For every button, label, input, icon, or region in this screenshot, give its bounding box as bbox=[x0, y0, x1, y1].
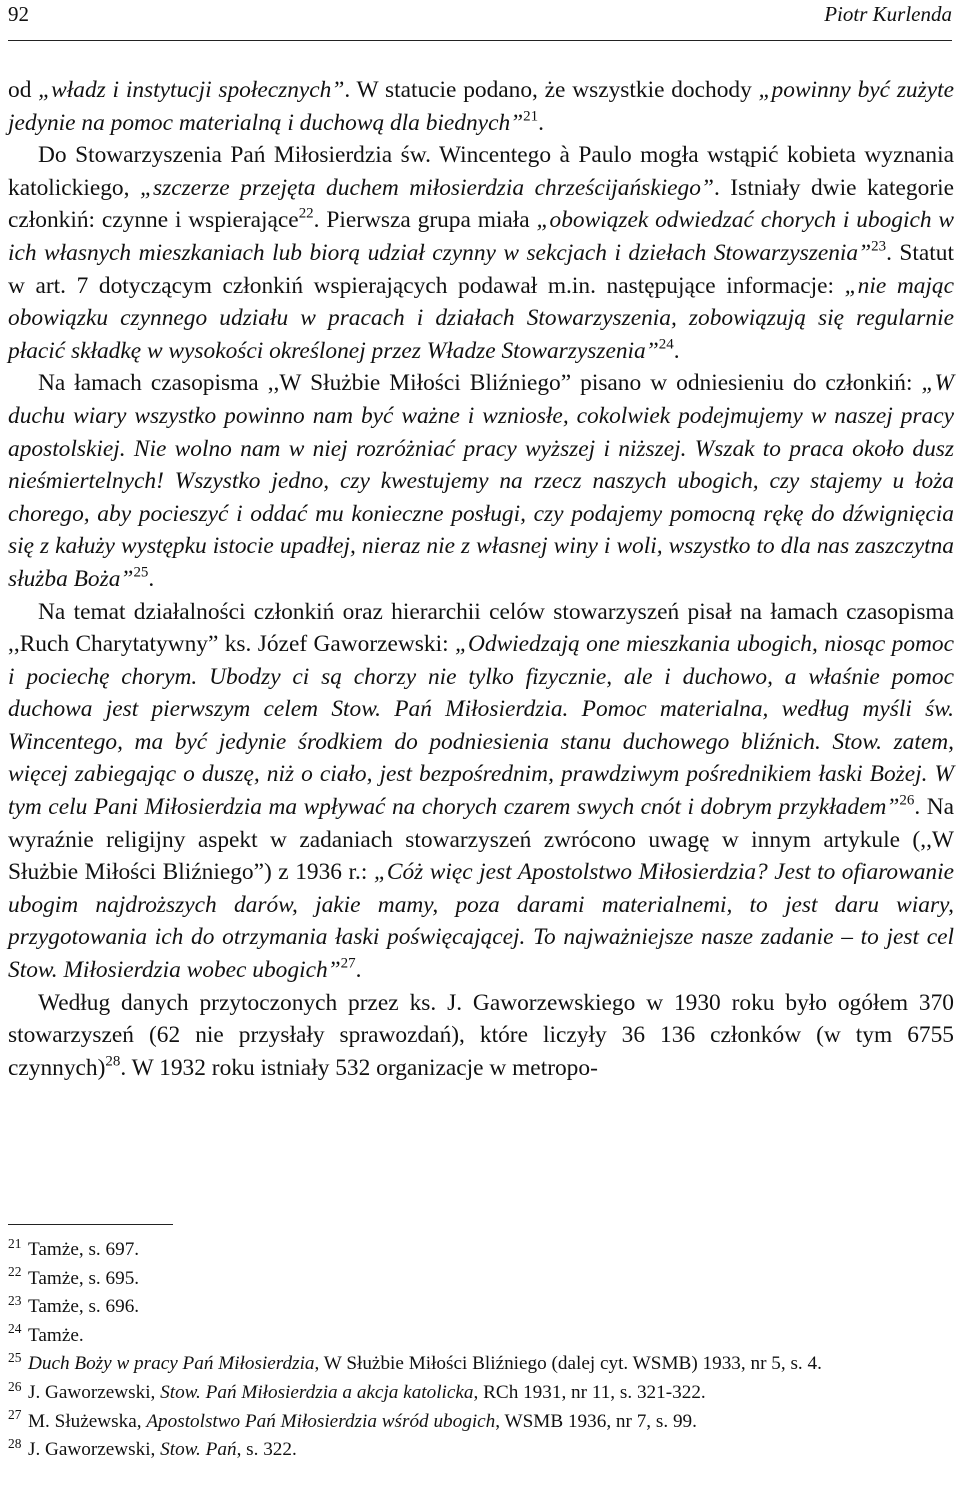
text-run: Tamże, s. 696. bbox=[28, 1296, 140, 1318]
quoted-text: „władz i instytucji społecznych” bbox=[38, 77, 345, 103]
quoted-text: „nie mając obowiązku czynnego udziału w pracach i działach Stowarzyszenia, zobowiązują się regularnie płacić składkę w wysokości określonej przez Władze Stowarzyszenia” bbox=[8, 272, 954, 364]
text-run: Do Stowarzyszenia Pań Miłosierdzia św. Wincentego à Paulo mogła wstąpić kobieta wyznania katolickiego, bbox=[8, 142, 954, 201]
quoted-text: Stow. Pań Miłosierdzia a akcja katolicka bbox=[160, 1381, 474, 1403]
footnote-ref: 25 bbox=[133, 564, 149, 581]
footnote-ref: 28 bbox=[105, 1053, 121, 1070]
footnote: $^{24}$ Tamże. bbox=[8, 1321, 84, 1346]
quoted-text: „szczerze przejęta duchem miłosierdzia chrześcijańskiego” bbox=[139, 174, 714, 201]
footnotes bbox=[8, 1236, 954, 1465]
text-run: . Pierwsza grupa miała bbox=[313, 207, 537, 234]
text-run: . W 1932 roku istniały 532 organizacje w metropo- bbox=[120, 1054, 598, 1081]
paragraph bbox=[8, 987, 954, 1085]
text-run: Tamże, s. 697. bbox=[28, 1239, 140, 1260]
footnote-separator bbox=[8, 1224, 173, 1225]
text-run: , WSMB 1936, nr 7, s. 99. bbox=[495, 1410, 697, 1432]
quoted-text: „obowiązek odwiedzać chorych i ubogich w ich własnych mieszkaniach lub biorą udział czynny w sekcjach i dziełach Stowarzyszenia” bbox=[8, 207, 955, 266]
footnote: $^{25}$ Duch Boży w pracy Pań Miłosierdzia, W Służbie Miłości Bliźniego (dalej cyt. WSMB) 1933, nr 5, s. 4. bbox=[8, 1349, 822, 1375]
text-run: . Istniały dwie kategorie członkiń: czynne i wspierające bbox=[8, 174, 954, 234]
quoted-text: „Odwiedzają one mieszkania ubogich, niosąc pomoc i pociechę chorym. Ubodzy ci są chorzy nie tylko fizycznie, ale i duchowo, a właśnie pomoc duchowa jest pierwszym celem Stow. Pań Miłosierdzia. Pomoc materialna, według myśli św. Wincentego, ma być jedynie środkiem do podniesienia stanu duchowego bliźnich. Stow. zatem, więcej zabiegając o duszę, niż o ciało, jest bezpośrednim, prawdziwym pośrednikiem łaski Bożej. W tym celu Pani Miłosierdzia ma wpływać na chorych czarem swych cnót i dobrym przykładem” bbox=[8, 631, 955, 821]
quoted-text: Apostolstwo Pań Miłosierdzia wśród ubogich bbox=[146, 1410, 496, 1432]
text-run: Tamże, s. 695. bbox=[28, 1267, 140, 1289]
footnote: $^{27}$ M. Służewska, Apostolstwo Pań Miłosierdzia wśród ubogich, WSMB 1936, nr 7, s. 99. bbox=[8, 1407, 697, 1432]
text-run: , W Służbie Miłości Bliźniego (dalej cyt. WSMB) 1933, nr 5, s. 4. bbox=[314, 1353, 822, 1375]
running-author: Piotr Kurlenda bbox=[824, 2, 952, 26]
quoted-text: „Cóż więc jest Apostolstwo Miłosierdzia? Jest to ofiarowanie ubogim najdroższych darów, jakie mamy, poza darami materialnemi, to jest daru wiary, przygotowania ich do otrzymania łaski poświęcającej. To najważniejsze nasze zadanie – to jest cel Stow. Miłosierdzia wobec ubogich” bbox=[8, 859, 954, 984]
text-run: J. Gaworzewski, bbox=[28, 1381, 161, 1403]
footnote: $^{22}$ Tamże, s. 695. bbox=[8, 1264, 140, 1289]
text-run: J. Gaworzewski, bbox=[28, 1439, 161, 1461]
text-run: . bbox=[355, 957, 362, 984]
paragraph bbox=[8, 367, 954, 595]
page-number: 92 bbox=[8, 2, 29, 26]
text-run: Na temat działalności członkiń oraz hierarchii celów stowarzyszeń pisał na łamach czasopisma ,,Ruch Charytatywny” ks. Józef Gaworzewski: bbox=[8, 598, 954, 658]
text-run: . Na wyraźnie religijny aspekt w zadaniach stowarzyszeń zwrócono uwagę w innym artykule (,,W Służbie Miłości Bliźniego”) z 1936 r.: bbox=[8, 794, 954, 886]
footnote: $^{21}$ Tamże, s. 697. bbox=[8, 1235, 140, 1260]
footnote: $^{26}$ J. Gaworzewski, Stow. Pań Miłosierdzia a akcja katolicka, RCh 1931, nr 11, s. 321-322. bbox=[8, 1378, 706, 1403]
text-run: , s. 322. bbox=[236, 1439, 297, 1461]
text-run: . bbox=[148, 565, 155, 592]
quoted-text: „powinny być zużyte jedynie na pomoc materialną i duchową dla biednych” bbox=[8, 77, 954, 136]
text-run: Tamże. bbox=[28, 1324, 84, 1346]
text-run: Według danych przytoczonych przez ks. J. Gaworzewskiego w 1930 roku było ogółem 370 stowarzyszeń (62 nie przysłały sprawozdań), które liczyły 36 136 członków (w tym 6755 czynnych) bbox=[8, 989, 954, 1081]
quoted-text: „W duchu wiary wszystko powinno nam być ważne i wzniosłe, cokolwiek podejmujemy w naszej pracy apostolskiej. Nie wolno nam w niej rozróżniać pracy wyższej i niższej. Wszak to praca około dusz nieśmiertelnych! Wszystko jedno, czy kwestujemy na rzecz naszych ubogich, czy stajemy u łoża chorego, aby pocieszyć i oddać mu konieczne posługi, czy podajemy pomocną rękę do dźwignięcia się z kałuży występku istocie upadłej, nieraz nie z własnej winy i woli, wszystko to dla nas zaszczytna służba Boża” bbox=[8, 370, 954, 592]
quoted-text: Duch Boży w pracy Pań Miłosierdzia bbox=[28, 1353, 315, 1375]
footnote: $^{23}$ Tamże, s. 696. bbox=[8, 1292, 140, 1318]
text-run: M. Służewska, bbox=[28, 1410, 147, 1432]
paragraph bbox=[8, 139, 954, 367]
footnote-ref: 24 bbox=[658, 336, 674, 353]
footnote-ref: 27 bbox=[340, 955, 356, 972]
running-header bbox=[8, 0, 952, 41]
quoted-text: Stow. Pań bbox=[160, 1439, 237, 1461]
text-run: . Statut w art. 7 dotyczącym członkiń wspierających podawał m.in. następujące informacje: bbox=[8, 239, 954, 299]
text-run: , RCh 1931, nr 11, s. 321-322. bbox=[473, 1381, 706, 1403]
footnote-ref: 23 bbox=[871, 238, 887, 255]
footnote: $^{28}$ J. Gaworzewski, Stow. Pań, s. 322. bbox=[8, 1435, 297, 1461]
footnote-ref: 22 bbox=[298, 206, 314, 223]
body-text bbox=[8, 74, 954, 1084]
footnote-ref: 26 bbox=[899, 792, 915, 809]
paragraph bbox=[8, 74, 954, 139]
text-run: od bbox=[8, 77, 39, 103]
footnote-ref: 21 bbox=[523, 108, 539, 125]
text-run: . bbox=[538, 109, 544, 136]
text-run: . W statucie podano, że wszystkie dochody bbox=[344, 77, 759, 103]
text-run: . bbox=[673, 337, 680, 364]
text-run: Na łamach czasopisma ,,W Służbie Miłości Bliźniego” pisano w odniesieniu do członkiń: bbox=[38, 370, 922, 397]
paragraph bbox=[8, 596, 954, 987]
